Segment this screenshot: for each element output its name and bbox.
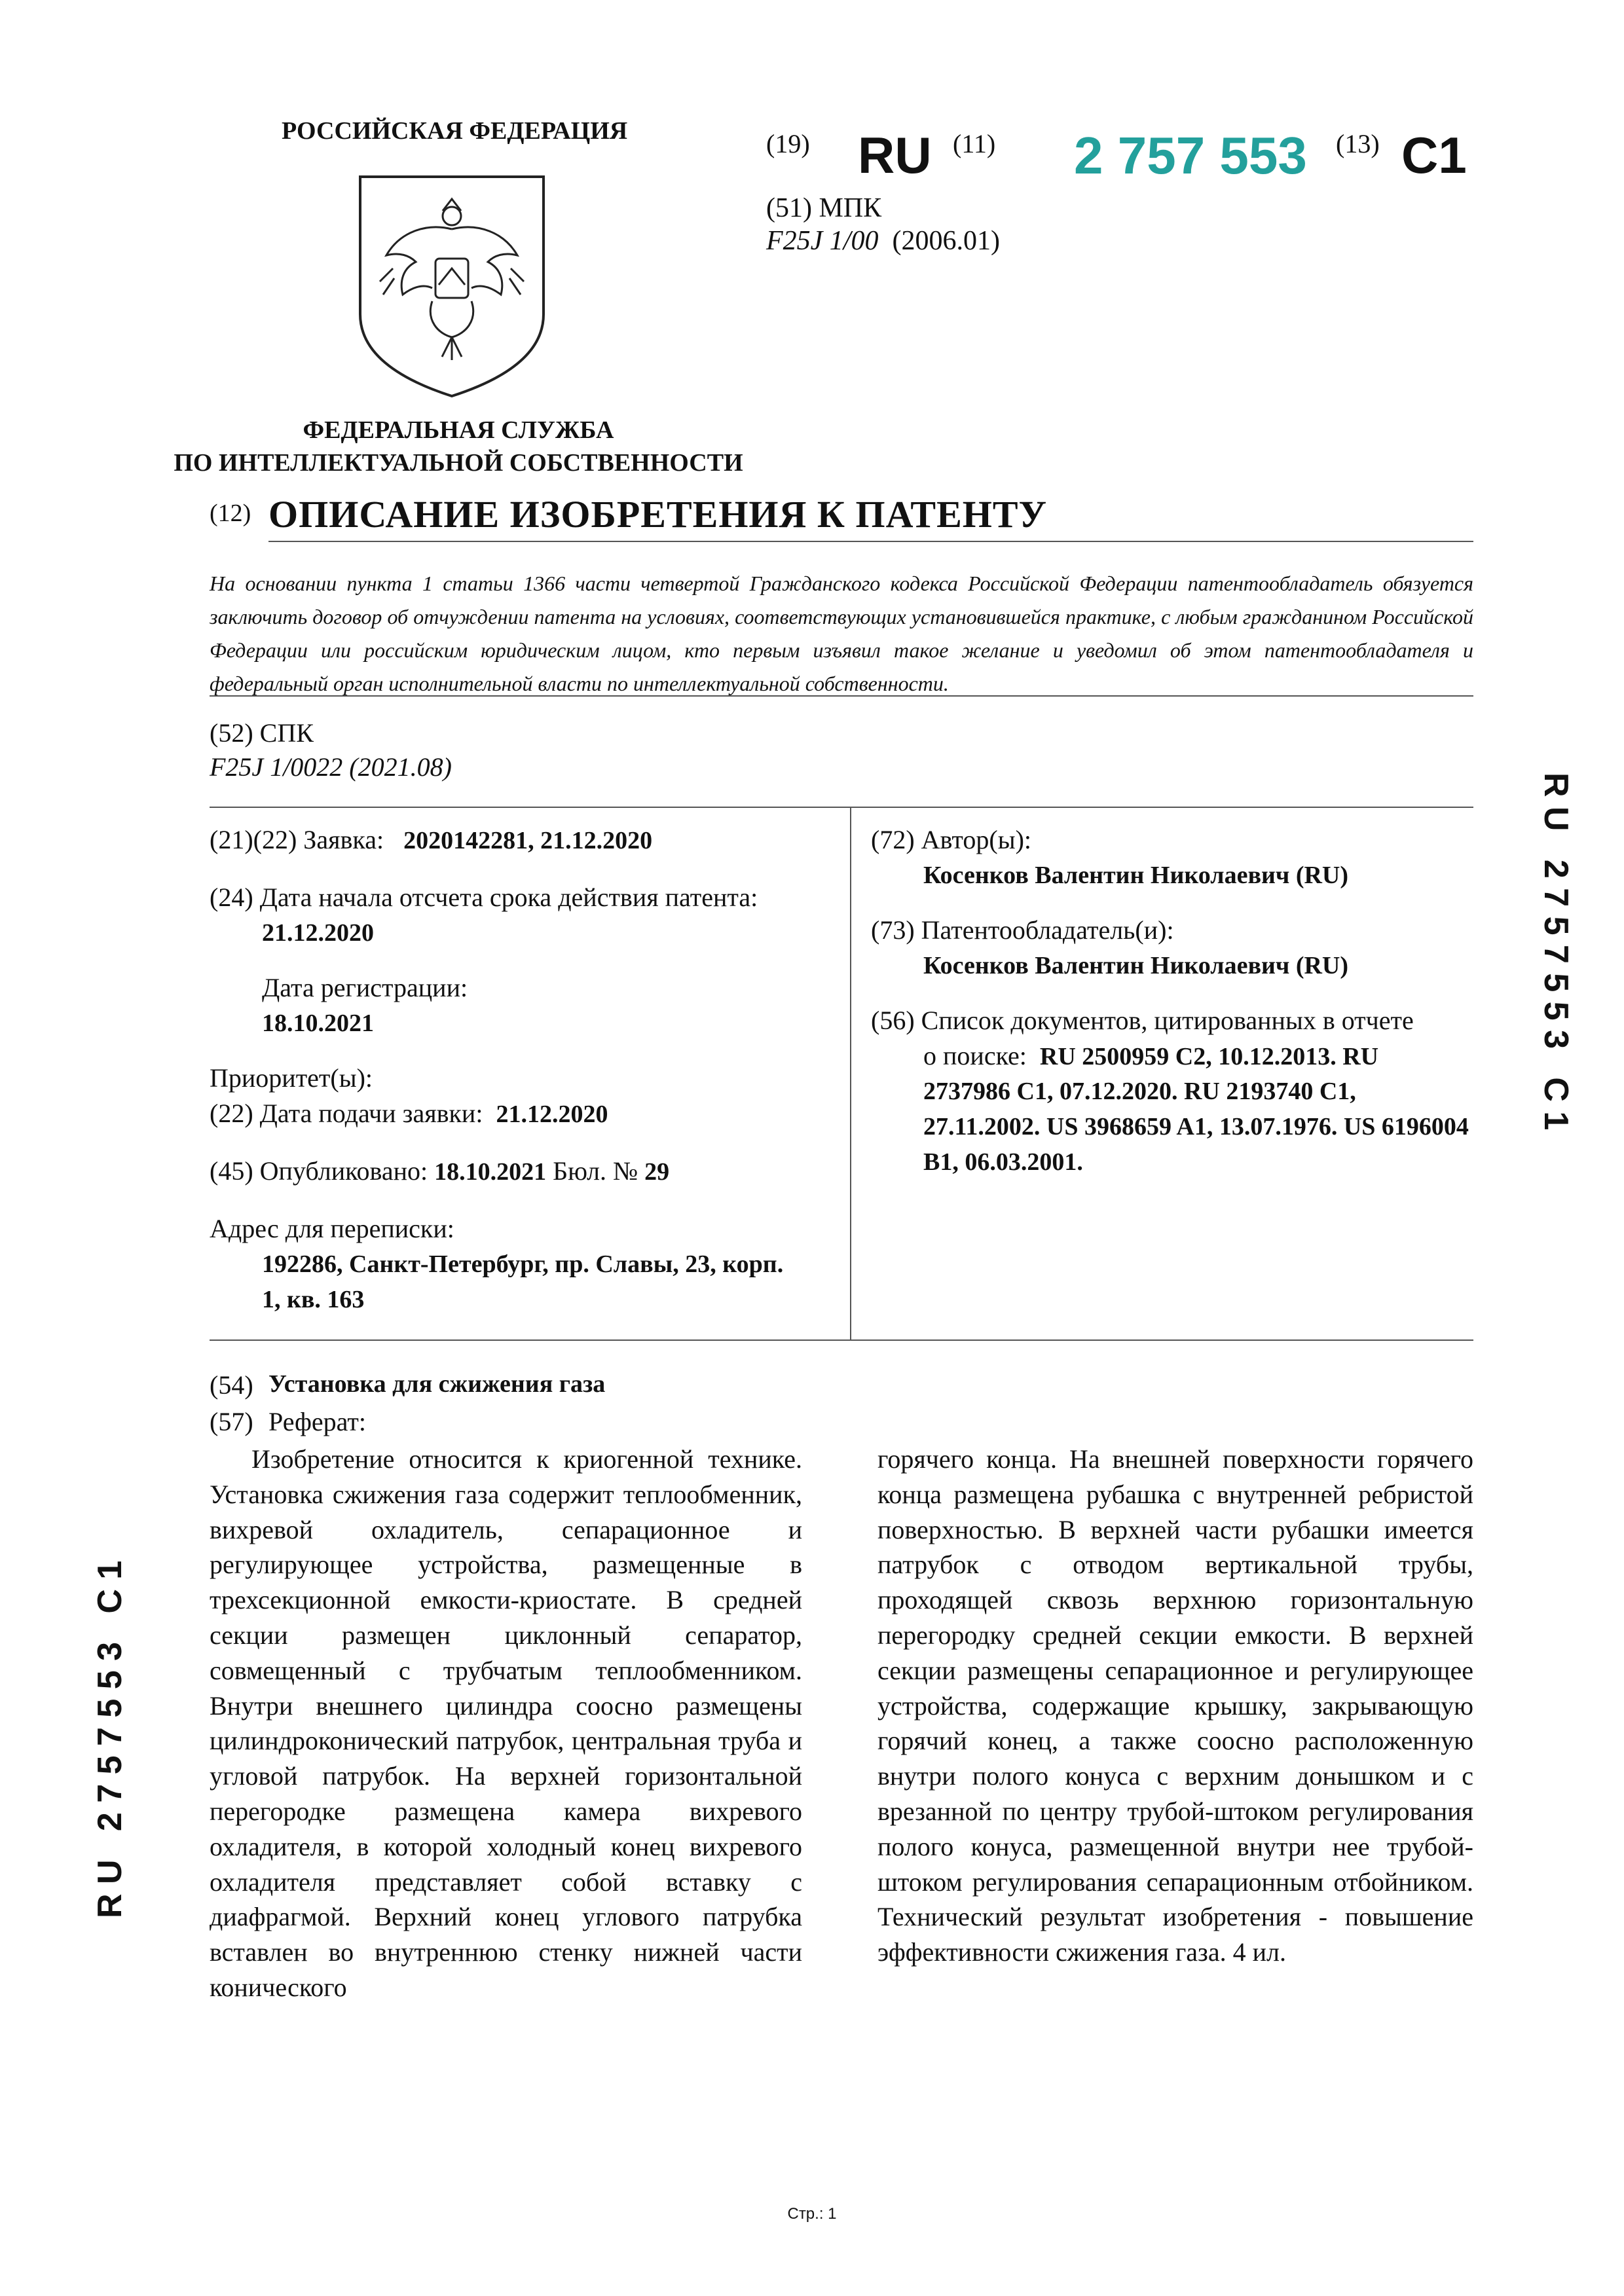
ipc-version: (2006.01) bbox=[892, 226, 1000, 256]
cited-line-3: 27.11.2002. US 3968659 A1, 13.07.1976. US 6196004 bbox=[923, 1113, 1469, 1140]
spk-label: (52) СПК bbox=[210, 718, 314, 748]
notice-divider bbox=[210, 695, 1473, 697]
title-code: (12) bbox=[210, 500, 251, 527]
cited-first-line bbox=[923, 1038, 1378, 1074]
application-value: 2020142281, 21.12.2020 bbox=[403, 827, 653, 854]
filing-label: (22) Дата подачи заявки: bbox=[210, 1099, 483, 1128]
mpk-label: (51) МПК bbox=[766, 193, 882, 223]
patent-number: 2 757 553 bbox=[1074, 126, 1307, 185]
term-start-label: (24) Дата начала отсчета срока действия патента: bbox=[210, 883, 758, 912]
invention-title-code: (54) bbox=[210, 1370, 253, 1400]
biblio-bottom-rule bbox=[210, 1339, 1473, 1341]
agency-name bbox=[144, 414, 773, 479]
application-field bbox=[210, 822, 652, 858]
abstract-code: (57) bbox=[210, 1407, 253, 1436]
cited-label-cont: о поиске: bbox=[923, 1041, 1027, 1070]
kind-code: C1 bbox=[1401, 126, 1467, 184]
spk-value: F25J 1/0022 (2021.08) bbox=[210, 752, 452, 782]
agency-line-1: ФЕДЕРАЛЬНАЯ СЛУЖБА bbox=[303, 416, 614, 444]
code-19: (19) bbox=[766, 129, 810, 158]
title-divider bbox=[268, 541, 1473, 542]
address-line-1: 192286, Санкт-Петербург, пр. Славы, 23, корп. bbox=[262, 1250, 784, 1278]
application-label: (21)(22) Заявка: bbox=[210, 825, 384, 854]
ipc-class: F25J 1/00 bbox=[766, 226, 879, 256]
author-value: Косенков Валентин Николаевич (RU) bbox=[923, 862, 1349, 889]
priority-label: Приоритет(ы): bbox=[210, 1063, 373, 1093]
cited-line-2: 2737986 C1, 07.12.2020. RU 2193740 C1, bbox=[923, 1078, 1356, 1105]
term-start-value: 21.12.2020 bbox=[262, 919, 374, 947]
filing-value: 21.12.2020 bbox=[496, 1101, 608, 1128]
side-stamp-right: R U 2 7 5 7 5 5 3 C 1 bbox=[1537, 773, 1575, 1131]
country-code: RU bbox=[858, 126, 932, 184]
author-label: (72) Автор(ы): bbox=[871, 825, 1031, 854]
document-title: ОПИСАНИЕ ИЗОБРЕТЕНИЯ К ПАТЕНТУ bbox=[268, 493, 1048, 536]
country-name: РОССИЙСКАЯ ФЕДЕРАЦИЯ bbox=[282, 117, 628, 145]
code-11: (11) bbox=[953, 129, 996, 158]
abstract-column-1: Изобретение относится к криогенной технике. Установка сжижения газа содержит теплообменник, вихревой охладитель, сепарационное и регулирующее устройства, размещенные в трехсекционной емкости-криостате. В средней секции размещен циклонный сепаратор, совмещенный с трубчатым теплообменником. Внутри внешнего цилиндра соосно размещены цилиндроконический патрубок, центральная труба и угловой патрубок. На верхней горизонтальной перегородке размещена камера вихревого охладителя, в которой холодный конец вихревого охладителя представляет собой вставку с диафрагмой. Верхний конец углового патрубка вставлен во внутреннюю стенку нижней части конического bbox=[210, 1444, 802, 2002]
biblio-column-divider bbox=[850, 807, 851, 1341]
registration-value: 18.10.2021 bbox=[262, 1010, 374, 1037]
side-stamp-left: R U 2 7 5 7 5 5 3 C 1 bbox=[91, 1560, 129, 1918]
cited-line-4: B1, 06.03.2001. bbox=[923, 1148, 1083, 1176]
published-label: (45) Опубликовано: bbox=[210, 1156, 428, 1186]
address-line-2: 1, кв. 163 bbox=[262, 1286, 365, 1313]
page-number: Стр.: 1 bbox=[787, 2205, 837, 2223]
bulletin-value: 29 bbox=[644, 1158, 670, 1186]
cited-line-1: RU 2500959 C2, 10.12.2013. RU bbox=[1039, 1043, 1379, 1070]
code-13: (13) bbox=[1336, 129, 1380, 158]
coat-of-arms-emblem bbox=[354, 170, 550, 399]
address-label: Адрес для переписки: bbox=[210, 1214, 454, 1243]
cited-label: (56) Список документов, цитированных в отчете bbox=[871, 1006, 1414, 1035]
abstract-column-2: горячего конца. На внешней поверхности горячего конца размещена рубашка с внутренней ребристой поверхностью. В верхней части рубашки имеется патрубок с отводом вертикальной трубы, проходящей сквозь верхнюю горизонтальную перегородку средней секции емкости. В верхней секции размещены сепарационное и регулирующее устройства, содержащие крышку, закрывающую горячий конец, а также соосно расположенную внутри полого конуса с верхним донышком и с врезанной по центру трубой-штоком регулирования полого конуса, размещенной внутри нее трубой-штоком регулирования сепарационным отбойником. Технический результат изобретения - повышение эффективности сжижения газа. 4 ил. bbox=[877, 1444, 1473, 1967]
biblio-top-rule bbox=[210, 807, 1473, 808]
filing-field bbox=[210, 1096, 608, 1132]
registration-label: Дата регистрации: bbox=[262, 973, 468, 1002]
published-field bbox=[210, 1154, 669, 1190]
published-value: 18.10.2021 bbox=[434, 1158, 547, 1186]
invention-title: Установка для сжижения газа bbox=[268, 1370, 606, 1398]
bulletin-label: Бюл. № bbox=[553, 1156, 638, 1186]
abstract-heading: Реферат: bbox=[268, 1407, 366, 1436]
owner-value: Косенков Валентин Николаевич (RU) bbox=[923, 952, 1349, 979]
ipc-classification bbox=[766, 225, 1000, 257]
owner-label: (73) Патентообладатель(и): bbox=[871, 915, 1174, 945]
legal-notice: На основании пункта 1 статьи 1366 части четвертой Гражданского кодекса Российской Федерации патентообладатель обязуется заключить договор об отчуждении патента на условиях, соответствующих установившейся практике, с любым гражданином Российской Федерации или российским юридическим лицом, кто первым изъявил такое желание и уведомил об этом патентообладателя и федеральный орган исполнительной власти по интеллектуальной собственности. bbox=[210, 572, 1473, 695]
agency-line-2: ПО ИНТЕЛЛЕКТУАЛЬНОЙ СОБСТВЕННОСТИ bbox=[174, 449, 743, 477]
